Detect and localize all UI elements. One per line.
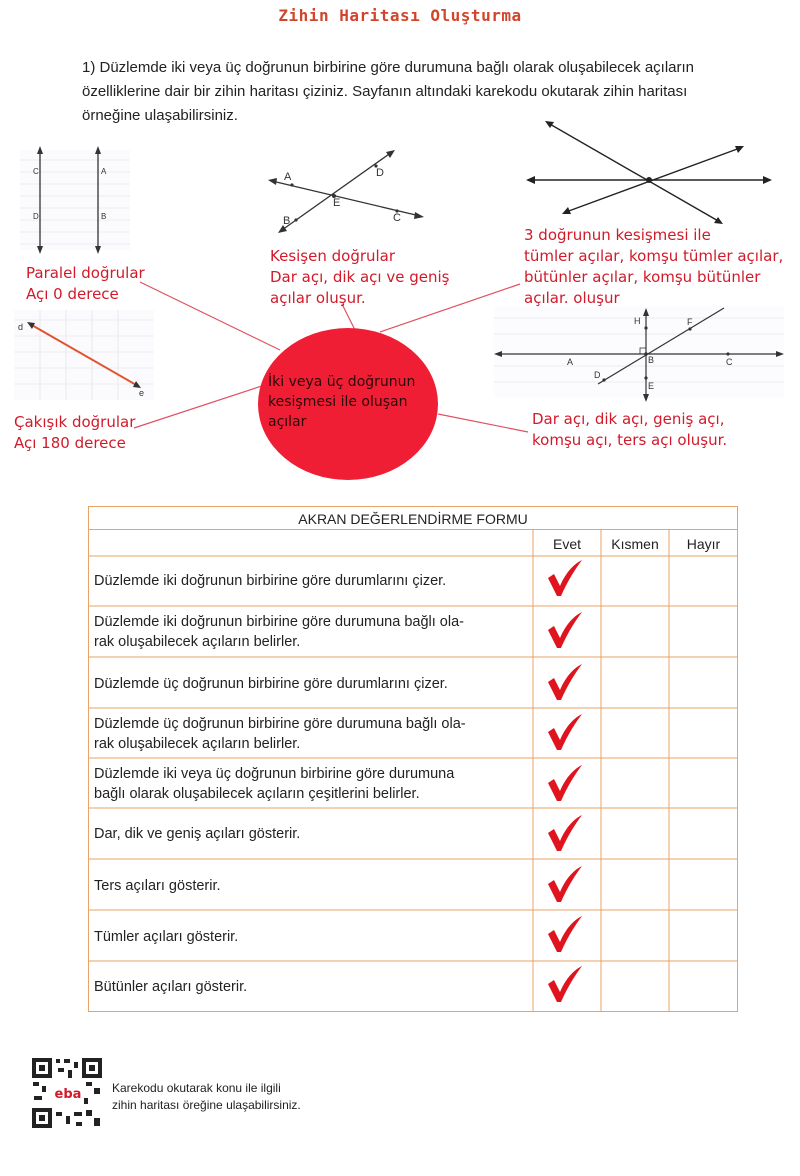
label-A: A <box>284 171 292 183</box>
row-text: rak oluşabilecek açıların belirler. <box>94 736 301 752</box>
check-icon[interactable] <box>548 815 582 851</box>
label-F: F <box>687 317 693 327</box>
branch-paralel-line-1: Paralel doğrular <box>26 264 145 282</box>
column-hayir: Hayır <box>686 536 721 552</box>
label-C: C <box>726 357 733 367</box>
branch-cakisik-line-2: Açı 180 derece <box>14 434 126 452</box>
branch-cakisik-line-1: Çakışık doğrular <box>14 413 136 431</box>
qr-logo: eba <box>54 1087 82 1102</box>
row-text: Tümler açıları gösterir. <box>94 929 239 945</box>
label-A: A <box>567 357 574 367</box>
branch-dar-line-1: Dar açı, dik açı, geniş açı, <box>532 410 725 428</box>
qr-code-icon[interactable] <box>30 1056 104 1130</box>
label-C: C <box>33 167 39 176</box>
label-D: D <box>33 212 39 221</box>
column-kismen: Kısmen <box>611 536 659 552</box>
column-evet: Evet <box>552 536 581 552</box>
branch-uc-line-1: 3 doğrunun kesişmesi ile <box>524 226 711 244</box>
branch-dar-line-2: komşu açı, ters açı oluşur. <box>532 431 728 449</box>
row-text: Düzlemde üç doğrunun birbirine göre durumuna bağlı ola- <box>94 716 466 732</box>
branch-kesisen-line-2: Dar açı, dik açı ve geniş <box>270 268 450 286</box>
check-icon[interactable] <box>548 866 582 902</box>
label-d: d <box>18 322 24 332</box>
center-node-text: İki veya üç doğrunun kesişmesi ile oluşan açılar <box>268 374 416 430</box>
branch-kesisen-line-3: açılar oluşur. <box>270 289 366 307</box>
check-icon[interactable] <box>548 714 582 750</box>
form-title: AKRAN DEĞERLENDİRME FORMU <box>88 506 738 530</box>
label-B: B <box>283 215 291 227</box>
check-icon[interactable] <box>548 765 582 801</box>
row-text: Düzlemde iki doğrunun birbirine göre durumuna bağlı ola- <box>94 614 464 630</box>
check-icon[interactable] <box>548 966 582 1002</box>
row-text: Düzlemde iki doğrunun birbirine göre durumlarını çizer. <box>94 573 447 589</box>
label-B: B <box>101 212 107 221</box>
label-A: A <box>101 167 107 176</box>
check-icon[interactable] <box>548 612 582 648</box>
branch-uc-line-4: açılar. oluşur <box>524 289 620 307</box>
branch-uc-line-2: tümler açılar, komşu tümler açılar, <box>524 247 784 265</box>
row-text: Bütünler açıları gösterir. <box>94 979 248 995</box>
row-text: bağlı olarak oluşabilecek açıların çeşitlerini belirler. <box>94 786 420 802</box>
qr-caption <box>112 1080 372 1114</box>
label-E: E <box>648 381 655 391</box>
label-C: C <box>393 212 401 224</box>
check-icon[interactable] <box>548 916 582 952</box>
row-text: Düzlemde iki veya üç doğrunun birbirine göre durumuna <box>94 766 455 782</box>
row-text: Ters açıları gösterir. <box>94 878 221 894</box>
branch-uc-line-3: bütünler açılar, komşu bütünler <box>524 268 761 286</box>
row-text: rak oluşabilecek açıların belirler. <box>94 634 301 650</box>
label-B: B <box>648 355 655 365</box>
branch-kesisen-line-1: Kesişen doğrular <box>270 247 396 265</box>
label-E: E <box>333 197 341 209</box>
check-icon[interactable] <box>548 664 582 700</box>
row-text: Dar, dik ve geniş açıları gösterir. <box>94 826 301 842</box>
label-D: D <box>376 167 384 179</box>
check-icon[interactable] <box>548 560 582 596</box>
branch-paralel-line-2: Açı 0 derece <box>26 285 119 303</box>
qr-caption-line-2: zihin haritası öreğine ulaşabilirsiniz. <box>112 1098 301 1112</box>
label-e: e <box>139 388 145 398</box>
page-title: Zihin Haritası Oluşturma <box>278 6 522 25</box>
qr-caption-line-1: Karekodu okutarak konu ile ilgili <box>112 1081 281 1095</box>
row-text: Düzlemde üç doğrunun birbirine göre durumlarını çizer. <box>94 676 448 692</box>
label-H: H <box>634 316 641 326</box>
question-text: 1) Düzlemde iki veya üç doğrunun birbirine göre durumuna bağlı olarak oluşabilecek açıların özelliklerine dair bir zihin haritası çiziniz. Sayfanın altındaki karekodu okutarak zihin haritası örneğine ulaşabilirsiniz. <box>82 59 695 124</box>
label-D: D <box>594 370 601 380</box>
